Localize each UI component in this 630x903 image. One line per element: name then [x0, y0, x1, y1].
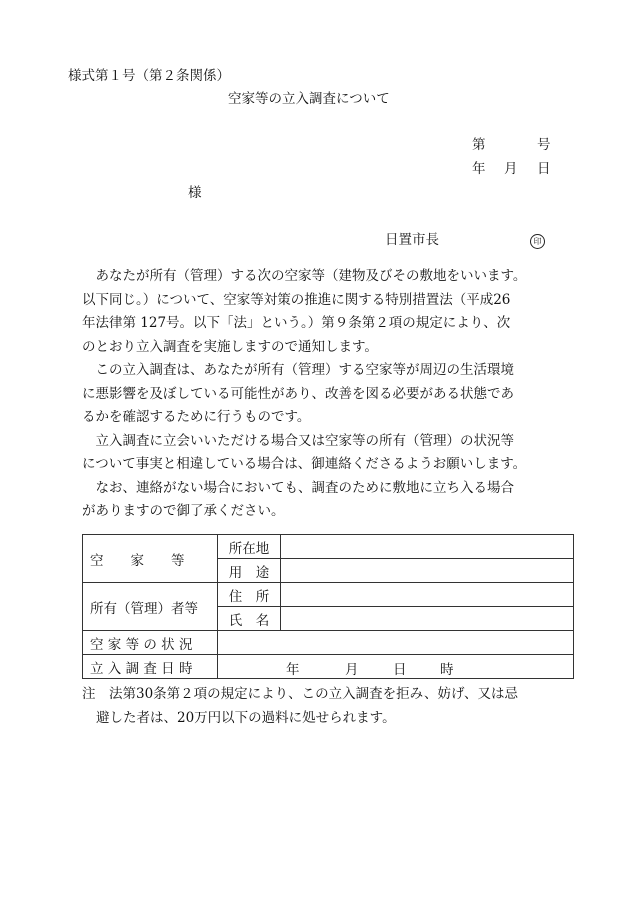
date-year: 年 — [472, 161, 486, 177]
address-label: 住 所 — [218, 583, 281, 607]
name-value[interactable] — [281, 607, 574, 631]
datetime-year: 年 — [286, 662, 300, 678]
table-row — [83, 655, 574, 679]
datetime-label: 立 入 調 査 日 時 — [83, 655, 218, 679]
status-value[interactable] — [218, 631, 574, 655]
doc-number-suffix: 号 — [537, 137, 551, 153]
note-line-1: 注 法第30条第２項の規定により、この立入調査を拒み、妨げ、又は忌 — [82, 686, 518, 702]
usage-label: 用 途 — [218, 559, 281, 583]
owner-label: 所有（管理）者等 — [83, 583, 218, 631]
body-line: るかを確認するために行うものです。 — [82, 409, 311, 425]
body-text — [82, 266, 582, 525]
akiya-label: 空 家 等 — [83, 535, 218, 583]
location-label: 所在地 — [218, 535, 281, 559]
body-line: 年法律第 127号。以下「法」という。）第９条第２項の規定により、次 — [82, 315, 511, 331]
date-day: 日 — [537, 161, 551, 177]
form-number: 様式第１号（第２条関係） — [68, 68, 230, 84]
body-line: に悪影響を及ぼしている可能性があり、改善を図る必要がある状態であ — [82, 385, 514, 402]
name-label: 氏 名 — [218, 607, 281, 631]
body-line: この立入調査は、あなたが所有（管理）する空家等が周辺の生活環境 — [82, 362, 514, 378]
table-row — [83, 631, 574, 655]
table-row — [83, 535, 574, 559]
body-line: がありますので御了承ください。 — [82, 503, 285, 519]
body-line: あなたが所有（管理）する次の空家等（建物及びその敷地をいいます。 — [82, 268, 527, 284]
info-table — [82, 534, 574, 679]
body-line: なお、連絡がない場合においても、調査のために敷地に立ち入る場合 — [82, 479, 514, 496]
location-value[interactable] — [281, 535, 574, 559]
body-line: 以下同じ。）について、空家等対策の推進に関する特別措置法（平成26 — [82, 291, 511, 308]
datetime-value[interactable] — [218, 655, 574, 679]
seal-mark: 印 — [530, 232, 545, 249]
datetime-month: 月 — [345, 662, 359, 678]
doc-number-prefix: 第 — [472, 137, 486, 153]
address-value[interactable] — [281, 583, 574, 607]
body-line: 立入調査に立会いいただける場合又は空家等の所有（管理）の状況等 — [82, 432, 514, 449]
status-label: 空 家 等 の 状 況 — [83, 631, 218, 655]
addressee-suffix: 様 — [188, 185, 202, 201]
body-line: のとおり立入調査を実施しますので通知します。 — [82, 338, 378, 355]
date-month: 月 — [504, 161, 518, 177]
datetime-hour: 時 — [440, 662, 454, 678]
note-line-2: 避した者は、20万円以下の過料に処せられます。 — [96, 710, 396, 726]
sender-name: 日置市長 — [385, 232, 439, 248]
body-line: について事実と相違している場合は、御連絡くださるようお願いします。 — [82, 456, 527, 472]
document-title: 空家等の立入調査について — [228, 91, 390, 107]
datetime-day: 日 — [393, 662, 407, 678]
table-row — [83, 583, 574, 607]
usage-value[interactable] — [281, 559, 574, 583]
